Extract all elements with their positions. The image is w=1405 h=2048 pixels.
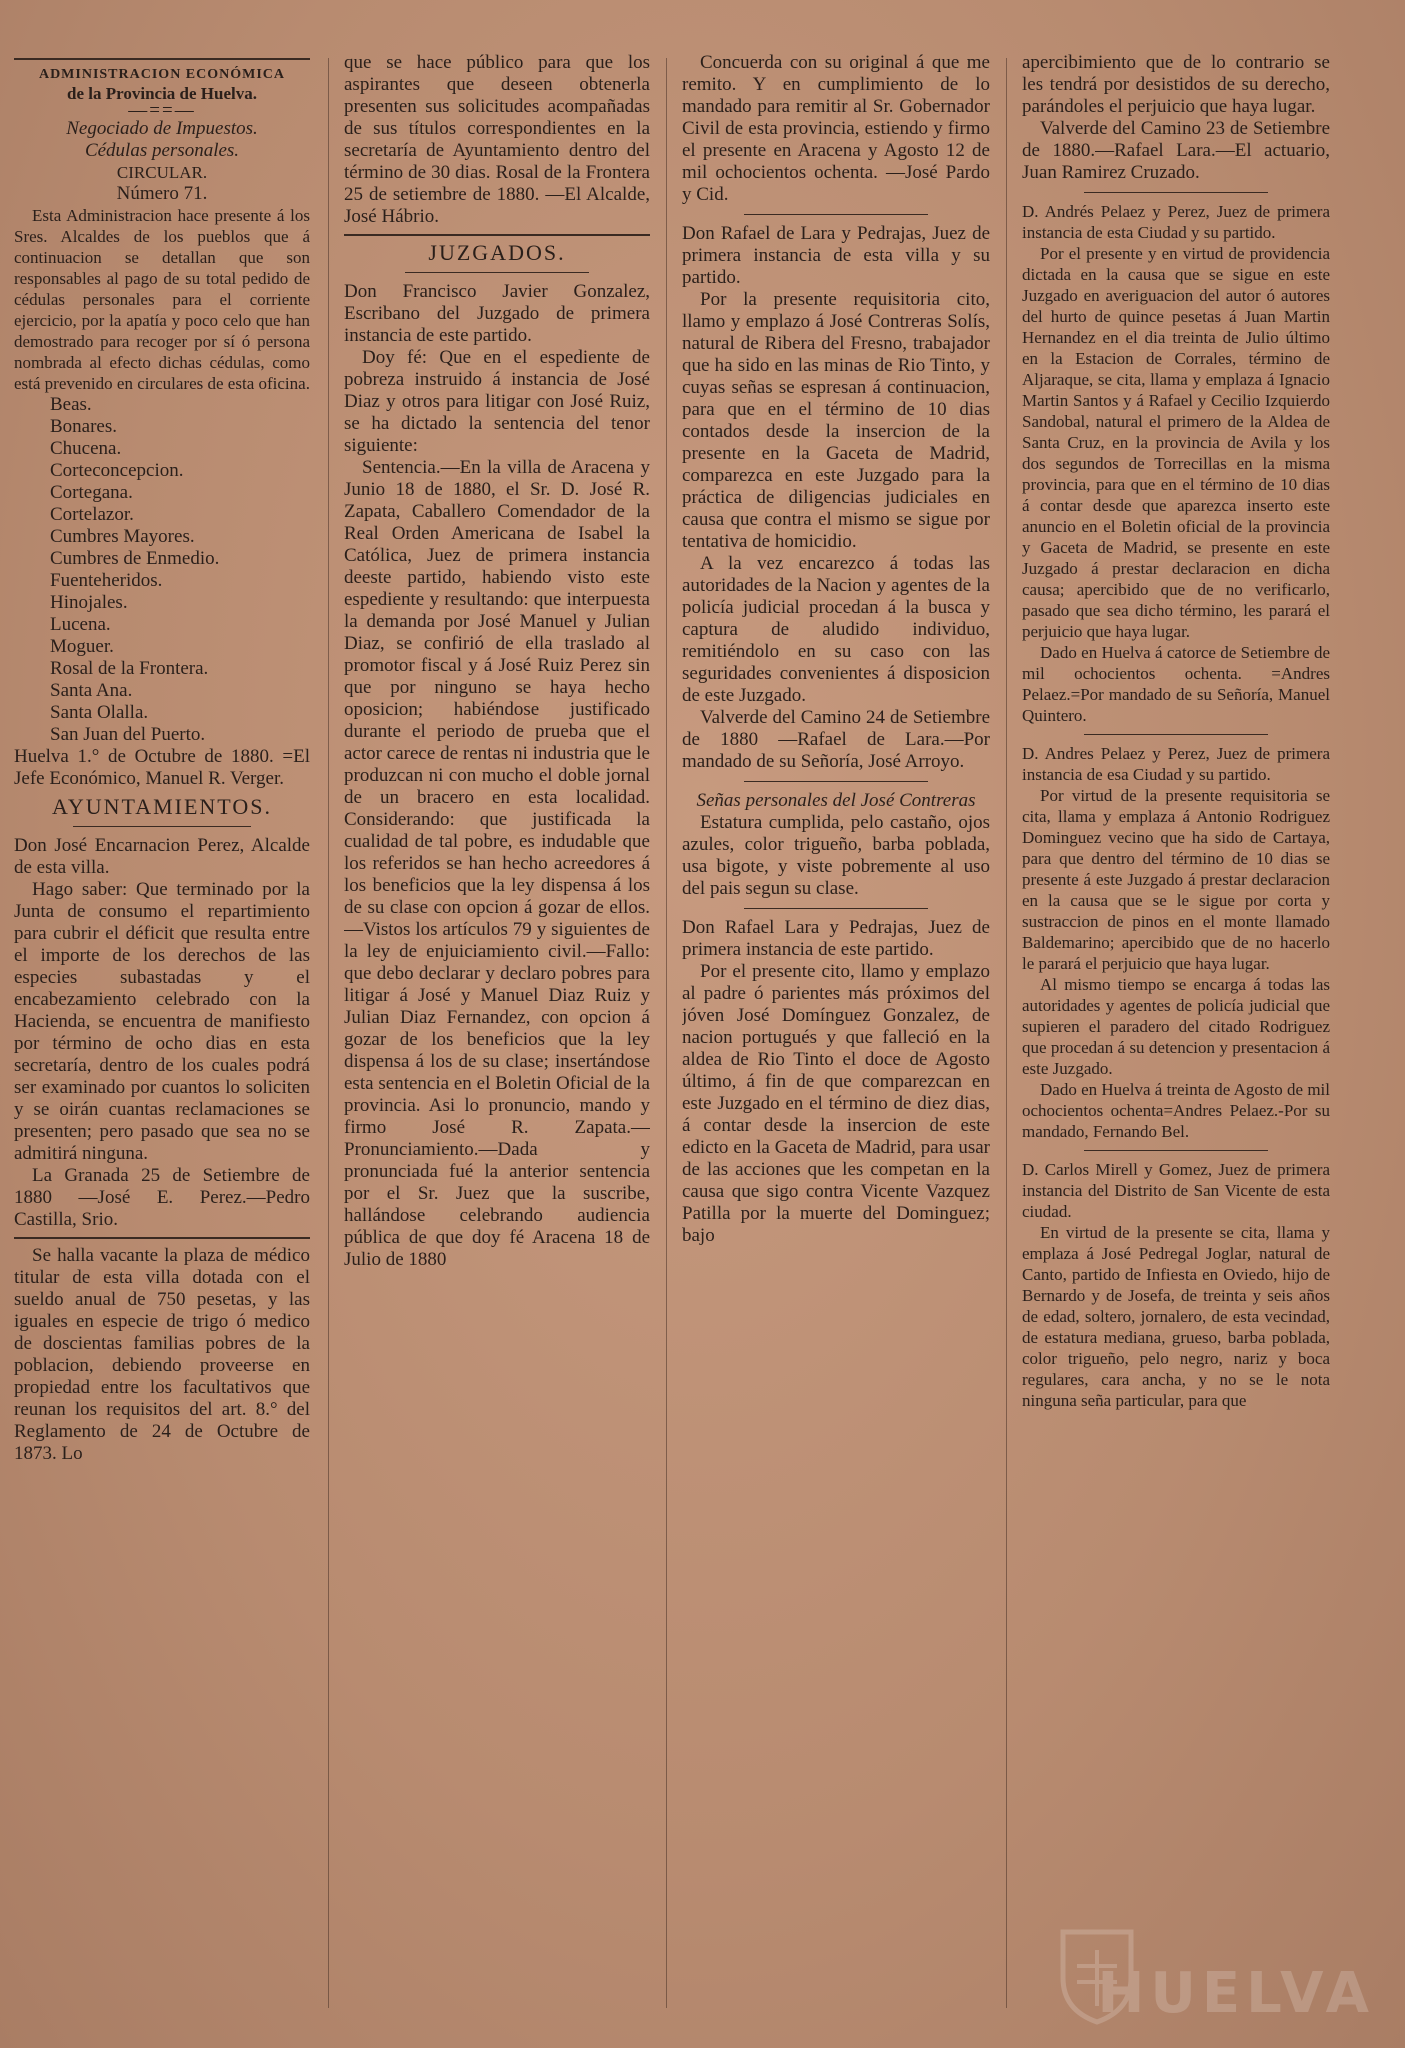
senas-body: Estatura cumplida, pelo castaño, ojos azules, color trigueño, barba poblada, usa bigote, y viste pobremente al uso del pais segun su clase.: [682, 812, 990, 899]
separator: [1084, 1150, 1269, 1151]
pelaez-body-2: Por virtud de la presente requisitoria se cita, llama y emplaza á Antonio Rodriguez Dominguez vecino que ha sido de Cartaya, para que dentro del término de 10 dias se presente á este Juzgado á prestar declaracion en la causa que se le sigue por corta y sustraccion de pinos en el monte llamado Baldemarino; apercibido que de no hacerlo le parará el perjuicio que haya lugar.: [1022, 786, 1330, 973]
requisitoria-body: Por la presente requisitoria cito, llamo y emplazo á José Contreras Solís, natural de Ribera del Fresno, trabajador que ha sido en las minas de Rio Tinto, y cuyas señas se espresan á continuacion, para que en el término de 10 dias contados desde la insercion de la presente en la Gaceta de Madrid, comparezca en este Juzgado para la práctica de diligencias judiciales en causa que contra el mismo se sigue por tentativa de homicidio.: [682, 289, 990, 552]
concuerda-text: Concuerda con su original á que me remito. Y en cumplimiento de lo mandado para remitir al Sr. Gobernador Civil de esta provincia, estiendo y firmo el presente en Aracena y Agosto 12 de mil ochocientos ochenta. —José Pardo y Cid.: [682, 52, 990, 205]
town-item: Beas.: [50, 394, 92, 415]
column-rule: [328, 58, 329, 2008]
separator: [744, 781, 929, 782]
senas-title: Señas personales del José Contreras: [696, 790, 976, 811]
town-item: Santa Ana.: [50, 680, 133, 701]
top-rule: [14, 58, 310, 60]
ayuntamiento-signature: La Granada 25 de Setiembre de 1880 —José E. Perez.—Pedro Castilla, Srio.: [14, 1165, 310, 1230]
province-heading: de la Provincia de Huelva.: [67, 84, 257, 103]
town-item: Bonares.: [50, 416, 118, 437]
separator: [744, 214, 929, 215]
juez-lara-head-2: Don Rafael Lara y Pedrajas, Juez de primera instancia de este partido.: [682, 917, 990, 960]
town-item: Santa Olalla.: [50, 702, 149, 723]
watermark-text: HUELVA: [1097, 1961, 1375, 2026]
juez-mirell-head: D. Carlos Mirell y Gomez, Juez de primera instancia del Distrito de San Vicente de esta ciudad.: [1022, 1160, 1330, 1221]
town-item: San Juan del Puerto.: [50, 724, 206, 745]
negociado-subtitle: Negociado de Impuestos.: [66, 118, 258, 139]
edicto-signature: Valverde del Camino 23 de Setiembre de 1880.—Rafael Lara.—El actuario, Juan Ramirez Cruzado.: [1022, 118, 1330, 183]
edicto-continuation: apercibimiento que de lo contrario se les tendrá por desistidos de su derecho, parándoles el perjuicio que haya lugar.: [1022, 52, 1330, 117]
column-3: [682, 52, 990, 2022]
ayuntamiento-head: Don José Encarnacion Perez, Alcalde de esta villa.: [14, 835, 310, 878]
town-item: Cumbres de Enmedio.: [50, 548, 220, 569]
pelaez-signature-2: Dado en Huelva á treinta de Agosto de mil ochocientos ochenta=Andres Pelaez.-Por su mandado, Fernando Bel.: [1022, 1080, 1330, 1141]
mirell-body: En virtud de la presente se cita, llama y emplaza á José Pedregal Joglar, natural de Canto, partido de Infiesta en Oviedo, hijo de Bernardo y de Josefa, de treinta y seis años de edad, soltero, jornalero, de esta vecindad, de estatura mediana, grueso, barba poblada, color trigueño, pelo negro, nariz y boca regulares, cara ancha, y no se le nota ninguna seña particular, para que: [1022, 1223, 1330, 1410]
doy-fe: Doy fé: Que en el espediente de pobreza instruido á instancia de José Diaz y otros para litigar con José Ruiz, se ha dictado la sentencia del tenor siguiente:: [344, 347, 650, 456]
column-4: [1022, 52, 1330, 2022]
town-item: Hinojales.: [50, 592, 128, 613]
cedulas-subtitle: Cédulas personales.: [84, 140, 240, 161]
town-item: Cumbres Mayores.: [50, 526, 195, 547]
juez-pelaez-head-2: D. Andres Pelaez y Perez, Juez de primera instancia de esa Ciudad y su partido.: [1022, 744, 1330, 784]
pelaez-body: Por el presente y en virtud de providencia dictada en la causa que se sigue en este Juzgado en averiguacion del autor ó autores del hurto de quince pesetas á Juan Martin Hernandez en el dia treinta de Julio último en la Estacion de Corrales, término de Aljaraque, se cita, llama y emplaza á Ignacio Martin Santos y á Rafael y Cecilio Izquierdo Sandobal, natural el primero de la Aldea de Santa Cruz, en la provincia de Avila y los dos segundos de Torrecillas en la misma provincia, para que en el término de 10 dias á contar desde que aparezca inserto este anuncio en el Boletin oficial de la provincia y Gaceta de Madrid, se presente en este Juzgado á prestar declaracion en dicha causa; apercibido que de no verificarlo, pasado que sea dicho término, les parará el perjuicio que haya lugar.: [1022, 244, 1330, 641]
separator: [405, 272, 589, 273]
separator: [744, 908, 929, 909]
juzgados-title: JUZGADOS.: [428, 240, 566, 265]
separator: [14, 1237, 310, 1239]
pelaez-body-3: Al mismo tiempo se encarga á todas las autoridades y agentes de policía judicial que supieren el paradero del citado Rodriguez que procedan á su detencion y presentacion á este Juzgado.: [1022, 975, 1330, 1078]
town-item: Chucena.: [50, 438, 122, 459]
juez-pelaez-head: D. Andrés Pelaez y Perez, Juez de primera instancia de esta Ciudad y su partido.: [1022, 202, 1330, 242]
circular-label: CIRCULAR.: [116, 163, 208, 182]
separator: [1084, 734, 1269, 735]
separator: [344, 234, 650, 236]
column-2: [344, 52, 650, 2022]
requisitoria-signature: Valverde del Camino 24 de Setiembre de 1880 —Rafael de Lara.—Por mandado de su Señoría, José Arroyo.: [682, 707, 990, 772]
circular-body: Esta Administracion hace presente á los Sres. Alcaldes de los pueblos que á continuacion se detallan que son responsables al pago de su total pedido de cédulas personales para el corriente ejercicio, por la apatía y poco celo que han demostrado para recoger por sí ó persona nombrada al efecto dichas cédulas, como está prevenido en circulares de esta oficina.: [14, 206, 310, 393]
town-item: Corteconcepcion.: [50, 460, 184, 481]
edicto-body: Por el presente cito, llamo y emplazo al padre ó parientes más próximos del jóven José Domínguez Gonzalez, de nacion portugués y que falleció en la aldea de Rio Tinto el doce de Agosto último, á fin de que comparezcan en este Juzgado en el término de diez dias, á contar desde la insercion de este edicto en la Gaceta de Madrid, para usar de las acciones que les competan en la causa que sigo contra Vicente Vazquez Patilla por la muerte del Dominguez; bajo: [682, 961, 990, 1246]
separator: [1084, 192, 1269, 193]
town-item: Lucena.: [50, 614, 111, 635]
heading-separator: —==—: [128, 100, 196, 121]
vacante-notice: Se halla vacante la plaza de médico titular de esta villa dotada con el sueldo anual de 750 pesetas, y las iguales en especie de trigo ó medico de doscientas familias pobres de la poblacion, debiendo proveerse en propiedad entre los facultativos que reunan los requisitos del art. 8.° del Reglamento de 24 de Octubre de 1873. Lo: [14, 1245, 310, 1464]
column-rule: [1006, 58, 1007, 2008]
pelaez-signature: Dado en Huelva á catorce de Setiembre de mil ochocientos ochenta. =Andres Pelaez.=Por mandado de su Señoría, Manuel Quintero.: [1022, 643, 1330, 725]
vacante-continuation: que se hace público para que los aspirantes que deseen obtenerla presenten sus solicitudes acompañadas de sus títulos correspondientes en la secretaría de Ayuntamiento dentro del término de 30 dias. Rosal de la Frontera 25 de setiembre de 1880. —El Alcalde, José Hábrio.: [344, 52, 650, 227]
ayuntamientos-title: AYUNTAMIENTOS.: [52, 794, 272, 819]
town-item: Rosal de la Frontera.: [50, 658, 209, 679]
separator: [73, 826, 251, 827]
towns-list: [14, 394, 310, 746]
town-item: Fuenteheridos.: [50, 570, 163, 591]
sentencia-body: Sentencia.—En la villa de Aracena y Junio 18 de 1880, el Sr. D. José R. Zapata, Caballero Comendador de la Real Orden Americana de Isabel la Católica, Juez de primera instancia deeste partido, habiendo visto este espediente y resultando: que interpuesta la demanda por José Manuel y Julian Diaz, se confirió de ella traslado al promotor fiscal y á José Ruiz Perez sin que por ninguno se haya hecho oposicion; habiéndose justificado durante el periodo de prueba que el actor carece de rentas ni industria que le produzcan ni con mucho el doble jornal de un bracero en esta localidad. Considerando: que justificada la cualidad de tal pobre, es indudable que los referidos se han hecho acreedores á los beneficios que la ley dispensa á los de su clase con opcion á gozar de ellos.—Vistos los artículos 79 y siguientes de la ley de enjuiciamiento civil.—Fallo: que debo declarar y declaro pobres para litigar á José y Manuel Diaz Ruiz y Julian Diaz Fernandez, con opcion á gozar de los beneficios que la ley dispensa á los de su clase; insertándose esta sentencia en el Boletin Oficial de la provincia. Asi lo pronuncio, mando y firmo José R. Zapata.—Pronunciamiento.—Dada y pronunciada fué la anterior sentencia por el Sr. Juez que la suscribe, hallándose celebrando audiencia pública de que doy fé Aracena 18 de Julio de 1880: [344, 457, 650, 1270]
column-rule: [666, 58, 667, 2008]
escribano-head: Don Francisco Javier Gonzalez, Escribano del Juzgado de primera instancia de este partido.: [344, 281, 650, 346]
juez-lara-head: Don Rafael de Lara y Pedrajas, Juez de primera instancia de esta villa y su partido.: [682, 223, 990, 288]
requisitoria-body-2: A la vez encarezco á todas las autoridades de la Nacion y agentes de la policía judicial procedan á la busca y captura de aludido individuo, remitiéndolo en su caso con las seguridades convenientes á disposicion de este Juzgado.: [682, 553, 990, 706]
town-item: Cortegana.: [50, 482, 133, 503]
admin-heading: ADMINISTRACION ECONÓMICA: [38, 67, 286, 82]
town-item: Cortelazor.: [50, 504, 134, 525]
town-item: Moguer.: [50, 636, 114, 657]
column-1: [14, 52, 310, 2022]
circular-signature: Huelva 1.° de Octubre de 1880. =El Jefe Económico, Manuel R. Verger.: [14, 746, 310, 789]
circular-number: Número 71.: [116, 183, 208, 204]
huelva-watermark-logo: [1053, 1912, 1383, 2032]
ayuntamiento-body: Hago saber: Que terminado por la Junta de consumo el repartimiento para cubrir el déficit que resulta entre el importe de los derechos de las especies subastadas y el encabezamiento celebrado con la Hacienda, se encuentra de manifiesto por término de ocho dias en esta secretaría, dentro de los cuales podrá ser examinado por cuantos lo soliciten y se oirán cuantas reclamaciones se presenten; pero pasado que sea no se admitirá ninguna.: [14, 879, 310, 1164]
